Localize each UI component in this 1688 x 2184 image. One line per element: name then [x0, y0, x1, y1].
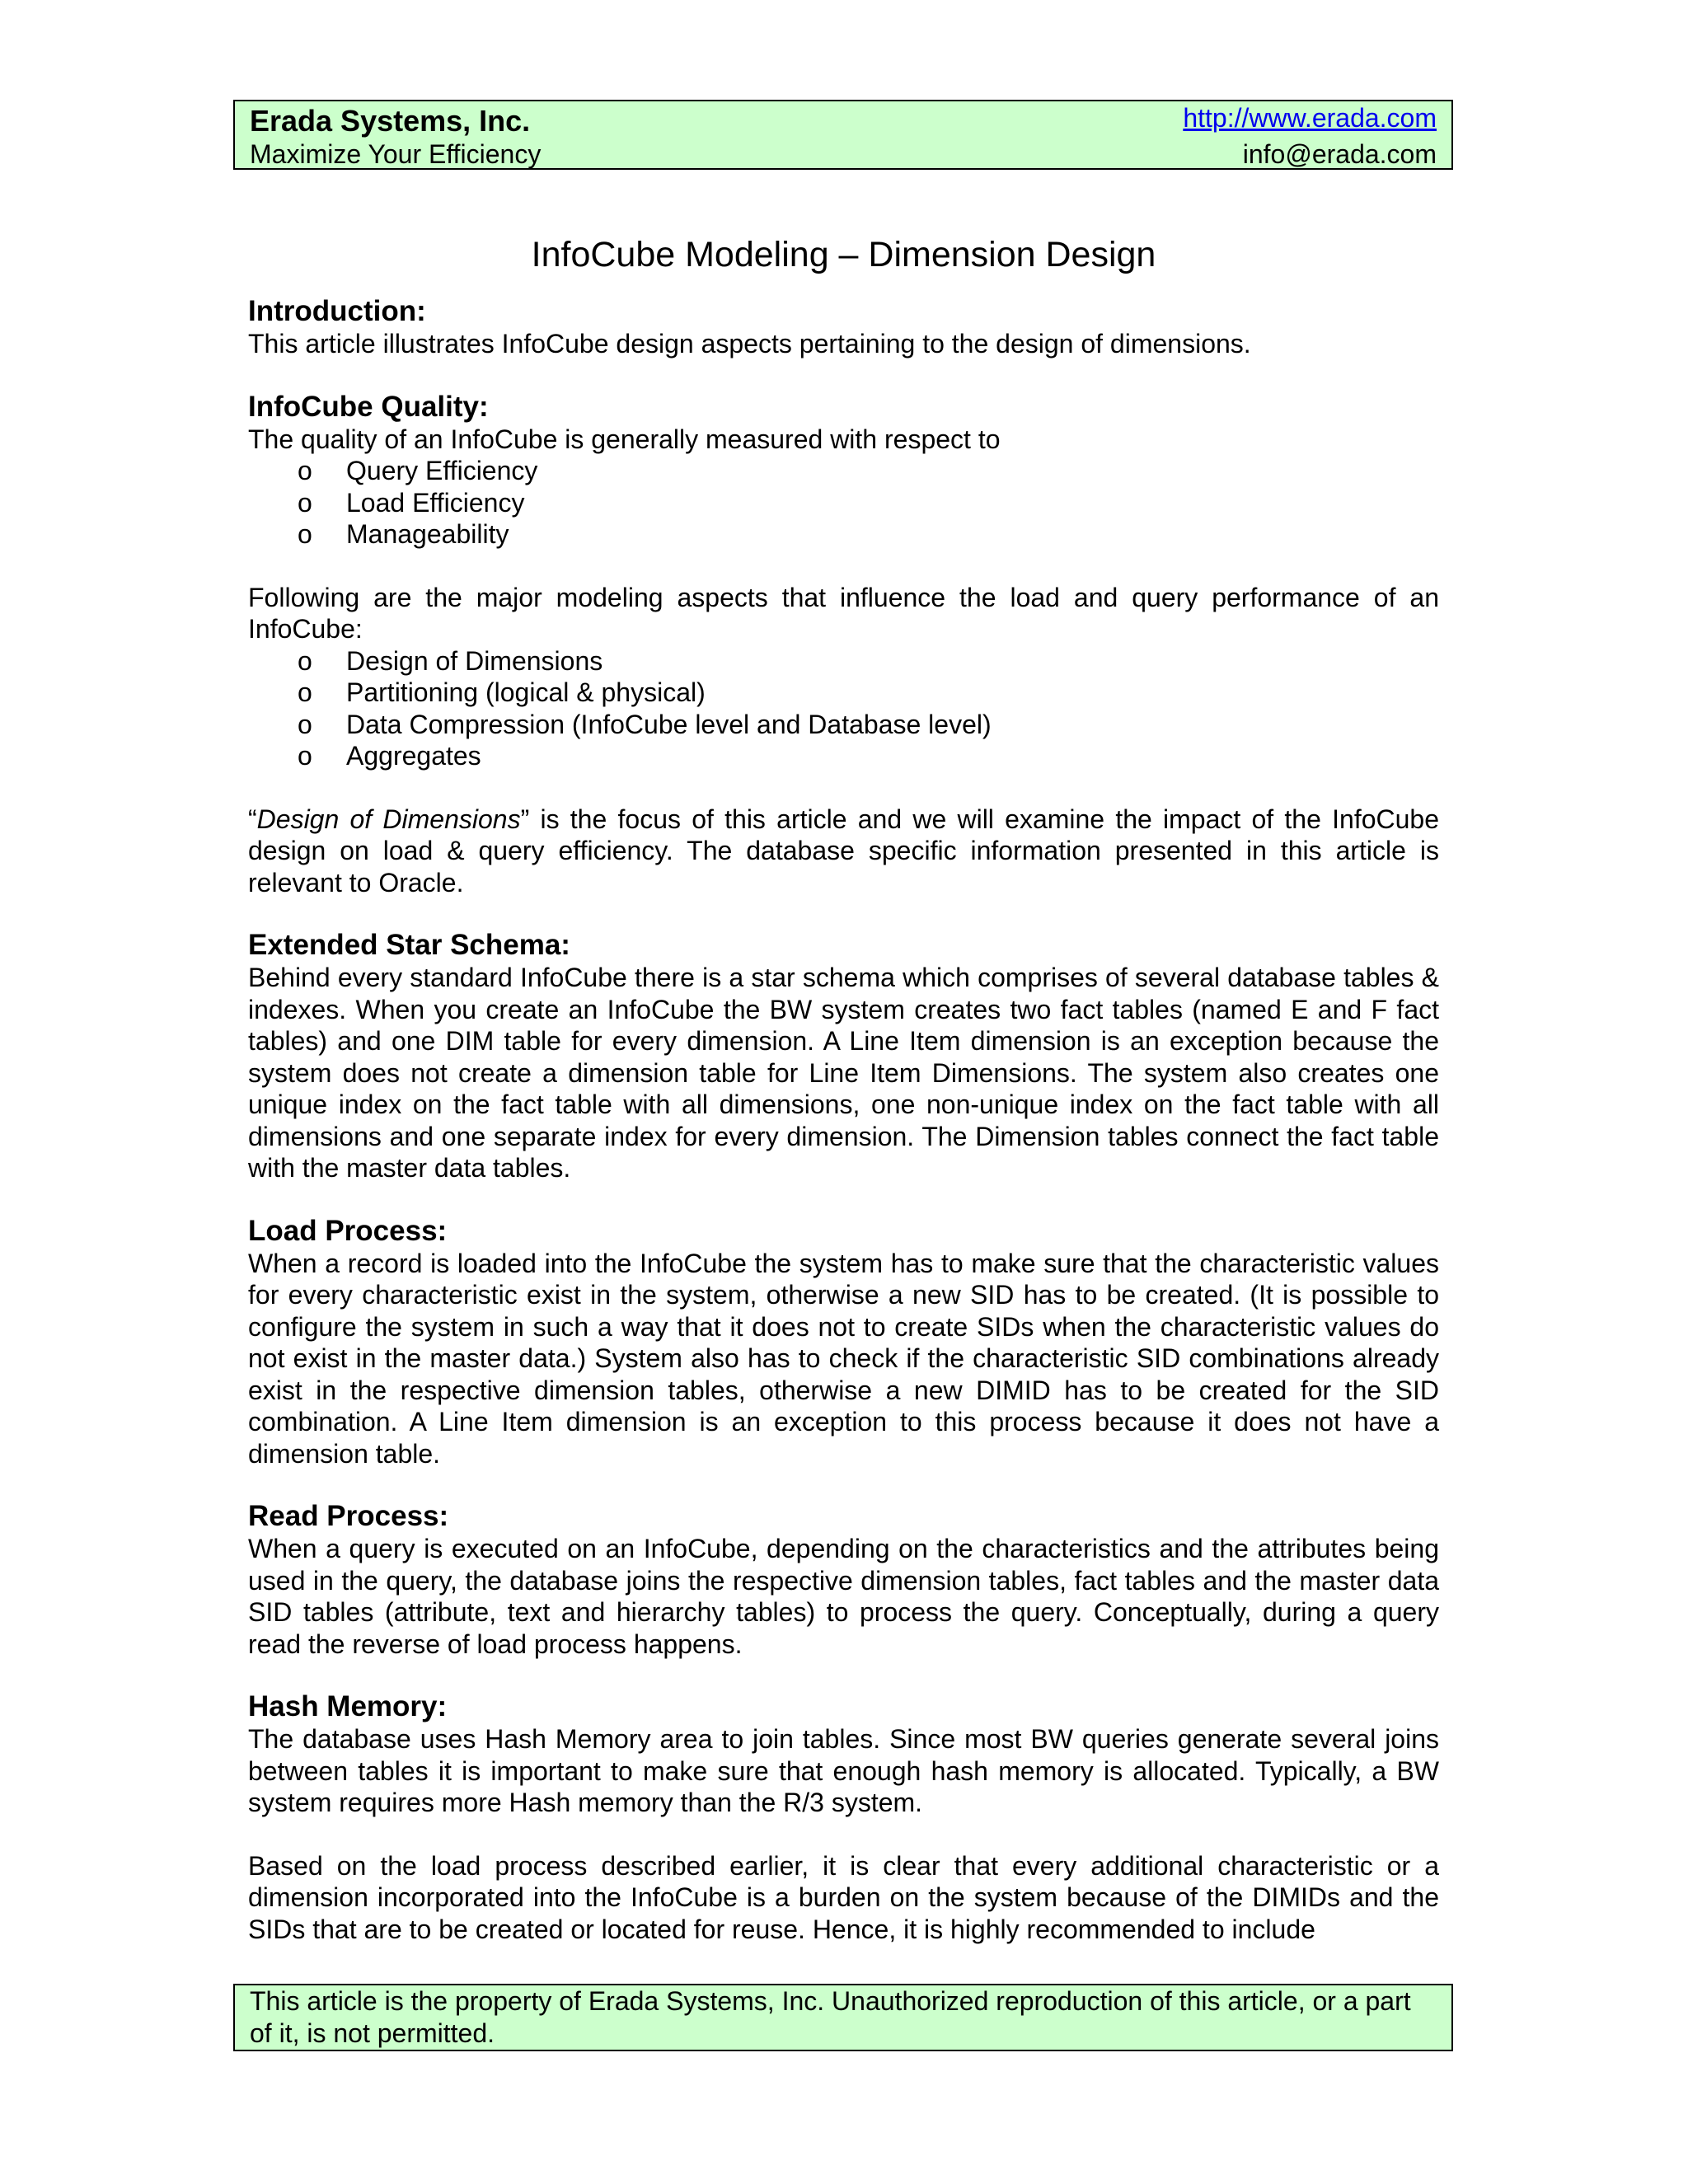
focus-emphasis: Design of Dimensions	[256, 804, 521, 834]
section-heading: Load Process:	[248, 1214, 448, 1247]
company-tagline: Maximize Your Efficiency	[250, 139, 542, 169]
bullet-icon: o	[298, 487, 312, 518]
section-load-process	[248, 1215, 1439, 1470]
article-body	[248, 232, 1439, 1975]
section-heading: Hash Memory:	[248, 1690, 448, 1722]
bullet-icon: o	[298, 709, 312, 739]
section-hash-memory	[248, 1690, 1439, 1945]
list-item: o Design of Dimensions	[298, 645, 603, 676]
section-paragraph: The quality of an InfoCube is generally measured with respect to	[248, 424, 1001, 454]
section-read-process	[248, 1500, 1439, 1660]
list-item: o Manageability	[298, 519, 509, 549]
website-link[interactable]: http://www.erada.com	[1183, 103, 1437, 133]
focus-paragraph: “Design of Dimensions” is the focus of this article and we will examine the impact of the InfoCube design on load & query efficiency. The database specific information presented in this article is relevant to Oracle.	[248, 804, 1440, 898]
page-footer	[233, 1984, 1453, 2051]
section-infocube-quality	[248, 391, 1439, 899]
section-heading: Introduction:	[248, 295, 426, 327]
section-heading: InfoCube Quality:	[248, 390, 489, 423]
section-heading: Extended Star Schema:	[248, 929, 570, 961]
bullet-icon: o	[298, 741, 312, 771]
section-paragraph: The database uses Hash Memory area to join tables. Since most BW queries generate several joins between tables it is important to make sure that enough hash memory is allocated. Typically, a BW system requires more Hash memory than the R/3 system.	[248, 1724, 1439, 1817]
list-item: o Partitioning (logical & physical)	[298, 677, 706, 707]
list-item: o Query Efficiency	[298, 456, 538, 485]
quality-measures-list	[248, 455, 1439, 551]
copyright-notice: This article is the property of Erada Systems, Inc. Unauthorized reproduction of this article, or a part of it, is not permitted.	[250, 1986, 1411, 2048]
page-title: InfoCube Modeling – Dimension Design	[531, 235, 1156, 274]
section-introduction	[248, 295, 1439, 360]
list-item: o Load Efficiency	[298, 487, 525, 518]
list-item: o Aggregates	[298, 741, 481, 771]
section-paragraph: When a query is executed on an InfoCube, depending on the characteristics and the attributes being used in the query, the database joins the respective dimension tables, fact tables and the master data SID tables (attribute, text and hierarchy tables) to process the query. Conceptually, during a query read the reverse of load process happens.	[248, 1534, 1439, 1659]
bullet-icon: o	[298, 677, 312, 707]
section-heading: Read Process:	[248, 1500, 449, 1532]
modeling-aspects-list	[248, 645, 1439, 772]
list-item: o Data Compression (InfoCube level and Database level)	[298, 709, 992, 739]
company-name: Erada Systems, Inc.	[250, 104, 531, 138]
section-paragraph: When a record is loaded into the InfoCube the system has to make sure that the characteristic values for every characteristic exist in the system, otherwise a new SID has to be created. (It is possible to configure the system in such a way that it does not to create SIDs when the characteristic values do not exist in the master data.) System also has to check if the characteristic SID combinations already exist in the respective dimension tables, otherwise a new DIMID has to be created for the SID combination. A Line Item dimension is an exception to this process because it does not have a dimension table.	[248, 1248, 1439, 1469]
section-paragraph: Behind every standard InfoCube there is a star schema which comprises of several database tables & indexes. When you create an InfoCube the BW system creates two fact tables (named E and F fact tables) and one DIM table for every dimension. A Line Item dimension is an exception because the system does not create a dimension table for Line Item Dimensions. The system also creates one unique index on the fact table with all dimensions, one non-unique index on the fact table with all dimensions and one separate index for every dimension. The Dimension tables connect the fact table with the master data tables.	[248, 963, 1439, 1183]
page-header	[233, 100, 1453, 170]
bullet-icon: o	[298, 456, 312, 485]
section-paragraph: Based on the load process described earlier, it is clear that every additional characteristic or a dimension incorporated into the InfoCube is a burden on the system because of the DIMIDs and the SIDs that are to be created or located for reuse. Hence, it is highly recommended to include	[248, 1850, 1439, 1944]
contact-email: info@erada.com	[1242, 139, 1437, 169]
section-extended-star-schema	[248, 929, 1439, 1184]
bullet-icon: o	[298, 645, 312, 676]
section-paragraph: This article illustrates InfoCube design aspects pertaining to the design of dimensions.	[248, 329, 1251, 359]
section-paragraph: Following are the major modeling aspects that influence the load and query performance of an InfoCube:	[248, 582, 1439, 644]
bullet-icon: o	[298, 519, 312, 549]
